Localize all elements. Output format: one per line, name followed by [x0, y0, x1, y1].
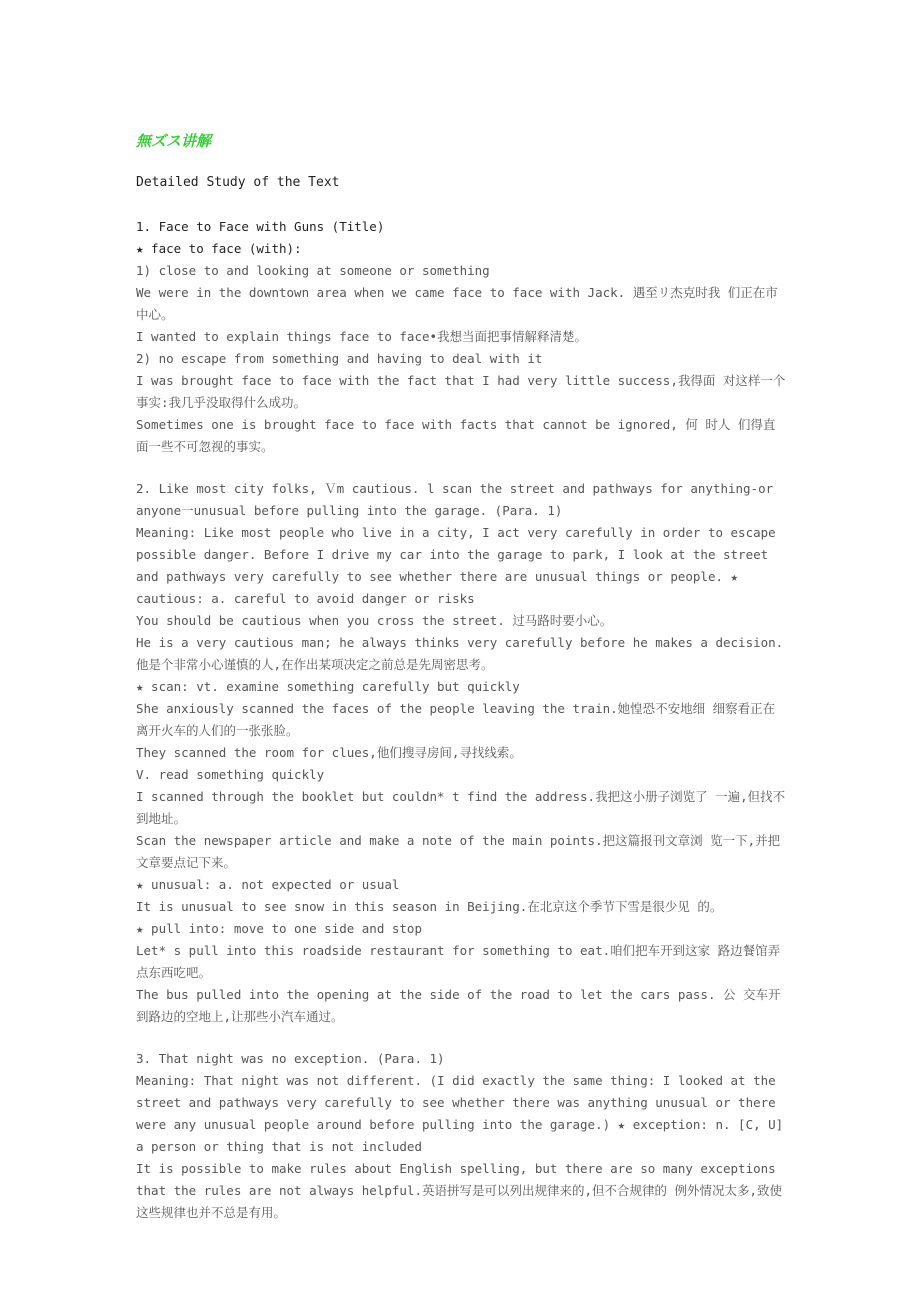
document-subtitle: Detailed Study of the Text	[136, 175, 340, 190]
entry-example: Scan the newspaper article and make a note of the main points.把这篇报刊文章浏 览一下,并把文章要点记下来。	[136, 833, 781, 870]
entry-example: The bus pulled into the opening at the side of the road to let the cars pass. 公 交车开到路边的空地上,让那些小汽车通过。	[136, 987, 781, 1024]
entry-title: 2. Like most city folks, Ｖm cautious. l scan the street and pathways for anything-or anyone一unusual before pulling into the garage. (Para. 1)	[136, 481, 774, 518]
entry-example: I was brought face to face with the fact that I had very little success,我得面 对这样一个事实:我几乎没取得什么成功。	[136, 373, 786, 410]
entry-keyword: ★ pull into: move to one side and stop	[136, 921, 422, 936]
entry-example: I scanned through the booklet but couldn* t find the address.我把这小册子浏览了 一遍,但找不到地址。	[136, 789, 786, 826]
entry-meaning: Meaning: Like most people who live in a city, I act very carefully in order to escape possible danger. Before I drive my car into the garage to park, I look at the street and pathways very carefully to see whether there are unusual things or people. ★ cautious: a. careful to avoid danger or risks	[136, 525, 776, 606]
entry-keyword: ★ unusual: a. not expected or usual	[136, 877, 400, 892]
document-heading: 無ズス讲解	[136, 132, 212, 150]
entry-meaning: Meaning: That night was not different. (I did exactly the same thing: I looked at the street and pathways very carefully to see whether there was anything unusual or there were any unusual people around before pulling into the garage.) ★ exception: n. [C, U] a person or thing that is not included	[136, 1073, 784, 1154]
section-gap	[136, 458, 786, 478]
entry-example: We were in the downtown area when we came face to face with Jack. 遇至リ杰克时我 们正在市中心。	[136, 285, 778, 322]
entry-title: 1. Face to Face with Guns (Title)	[136, 219, 385, 234]
entry-example: He is a very cautious man; he always thinks very carefully before he makes a decision. 他是个非常小心谨慎的人,在作出某项决定之前总是先周密思考。	[136, 635, 784, 672]
entry-keyword: ★ scan: vt. examine something carefully but quickly	[136, 679, 520, 694]
entry-example: Let* s pull into this roadside restaurant for something to eat.咱们把车开到这家 路边餐馆弄点东西吃吧。	[136, 943, 781, 980]
entry-example: You should be cautious when you cross the street. 过马路时要小心。	[136, 613, 613, 628]
entry-definition: V. read something quickly	[136, 767, 325, 782]
entry-example: Sometimes one is brought face to face with facts that cannot be ignored, 何 时人 们得直面一些不可忽视的事实。	[136, 417, 776, 454]
entry-title: 3. That night was no exception. (Para. 1)	[136, 1051, 445, 1066]
entry-definition: 2) no escape from something and having to deal with it	[136, 351, 543, 366]
entry-example: She anxiously scanned the faces of the people leaving the train.她惶恐不安地细 细察看正在离开火车的人们的一张张脸。	[136, 701, 776, 738]
entry-example: It is unusual to see snow in this season in Beijing.在北京这个季节下雪是很少见 的。	[136, 899, 723, 914]
entry-example: It is possible to make rules about English spelling, but there are so many exceptions that the rules are not always helpful.英语拼写是可以列出规律来的,但不合规律的 例外情况太多,致使这些规律也并不总是有用。	[136, 1161, 783, 1220]
entry-keyword: ★ face to face (with):	[136, 241, 302, 256]
entry-example: I wanted to explain things face to face•我想当面把事情解释清楚。	[136, 329, 588, 344]
entry-definition: 1) close to and looking at someone or something	[136, 263, 490, 278]
section-1	[136, 216, 786, 458]
document-page	[136, 130, 786, 1224]
section-2	[136, 478, 786, 1028]
section-3	[136, 1048, 786, 1224]
section-gap	[136, 1028, 786, 1048]
entry-example: They scanned the room for clues,他们搜寻房间,寻找线索。	[136, 745, 522, 760]
